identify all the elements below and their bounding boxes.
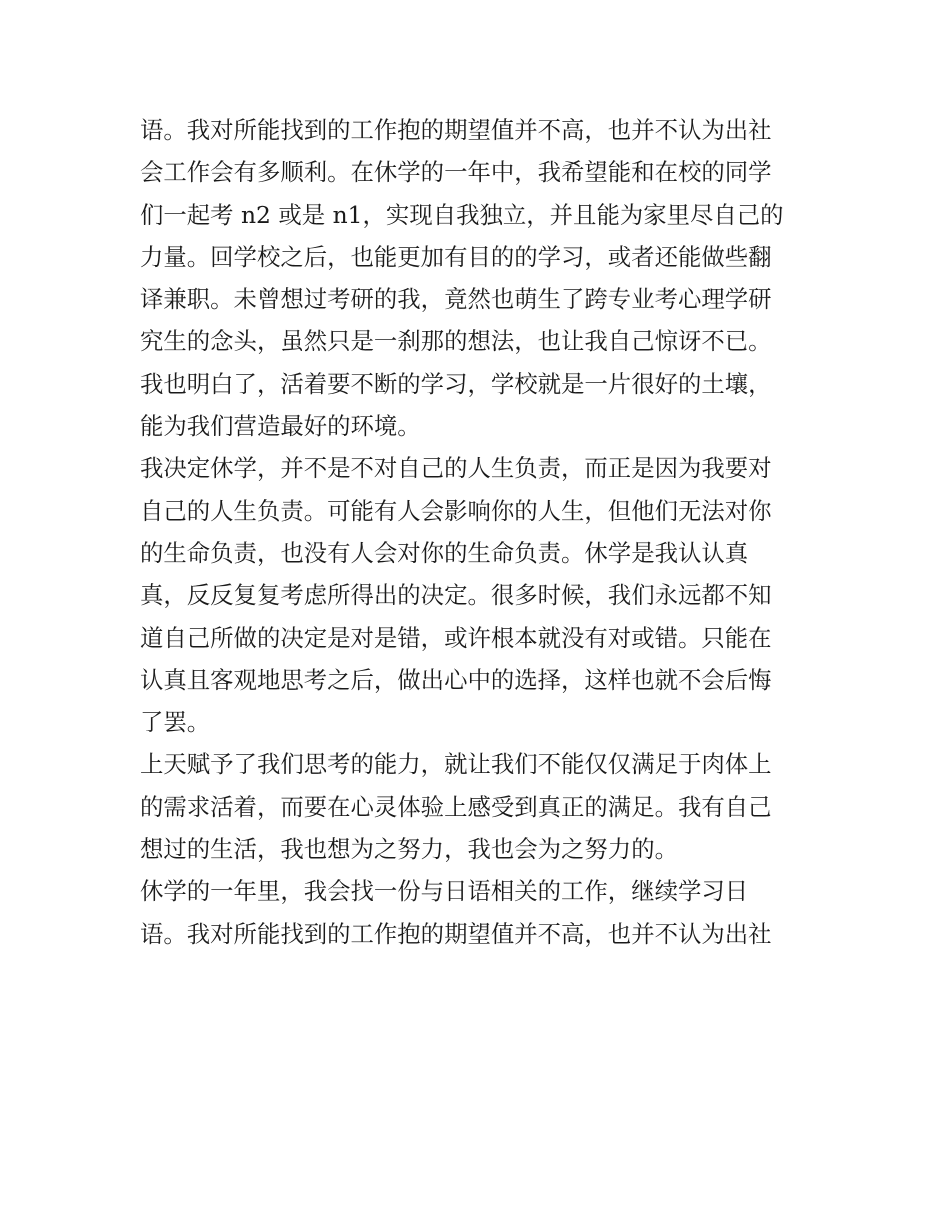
text-line: 上天赋予了我们思考的能力，就让我们不能仅仅满足于肉体上 [140,750,772,779]
text-line: 认真且客观地思考之后，做出心中的选择，这样也就不会后悔 [140,665,772,694]
text-line: 语。我对所能找到的工作抱的期望值并不高，也并不认为出社 [140,919,772,948]
text-line: 了罢。 [140,708,211,737]
text-line: 的需求活着，而要在心灵体验上感受到真正的满足。我有自己 [140,792,772,821]
text-line: 真，反反复复考虑所得出的决定。很多时候，我们永远都不知 [140,581,772,610]
text-line: 的生命负责，也没有人会对你的生命负责。休学是我认认真 [140,538,749,567]
text-line: 道自己所做的决定是对是错，或许根本就没有对或错。只能在 [140,623,772,652]
text-line: 休学的一年里，我会找一份与日语相关的工作，继续学习日 [140,877,749,906]
text-line: 究生的念头，虽然只是一刹那的想法，也让我自己惊讶不已。 [140,327,772,356]
text-line: 译兼职。未曾想过考研的我，竟然也萌生了跨专业考心理学研 [140,285,772,314]
text-line: 们一起考 n2 或是 n1，实现自我独立，并且能为家里尽自己的 [140,200,784,229]
text-line: 自己的人生负责。可能有人会影响你的人生，但他们无法对你 [140,496,772,525]
text-line: 语。我对所能找到的工作抱的期望值并不高，也并不认为出社 [140,116,772,144]
text-line: 会工作会有多顺利。在休学的一年中，我希望能和在校的同学 [140,158,772,187]
document-body [140,109,816,955]
text-line: 能为我们营造最好的环境。 [140,412,421,441]
text-line: 力量。回学校之后，也能更加有目的的学习，或者还能做些翻 [140,242,772,271]
text-line: 我决定休学，并不是不对自己的人生负责，而正是因为我要对 [140,454,772,483]
text-line: 想过的生活，我也想为之努力，我也会为之努力的。 [140,835,678,864]
text-line: 我也明白了，活着要不断的学习，学校就是一片很好的土壤， [140,369,772,398]
